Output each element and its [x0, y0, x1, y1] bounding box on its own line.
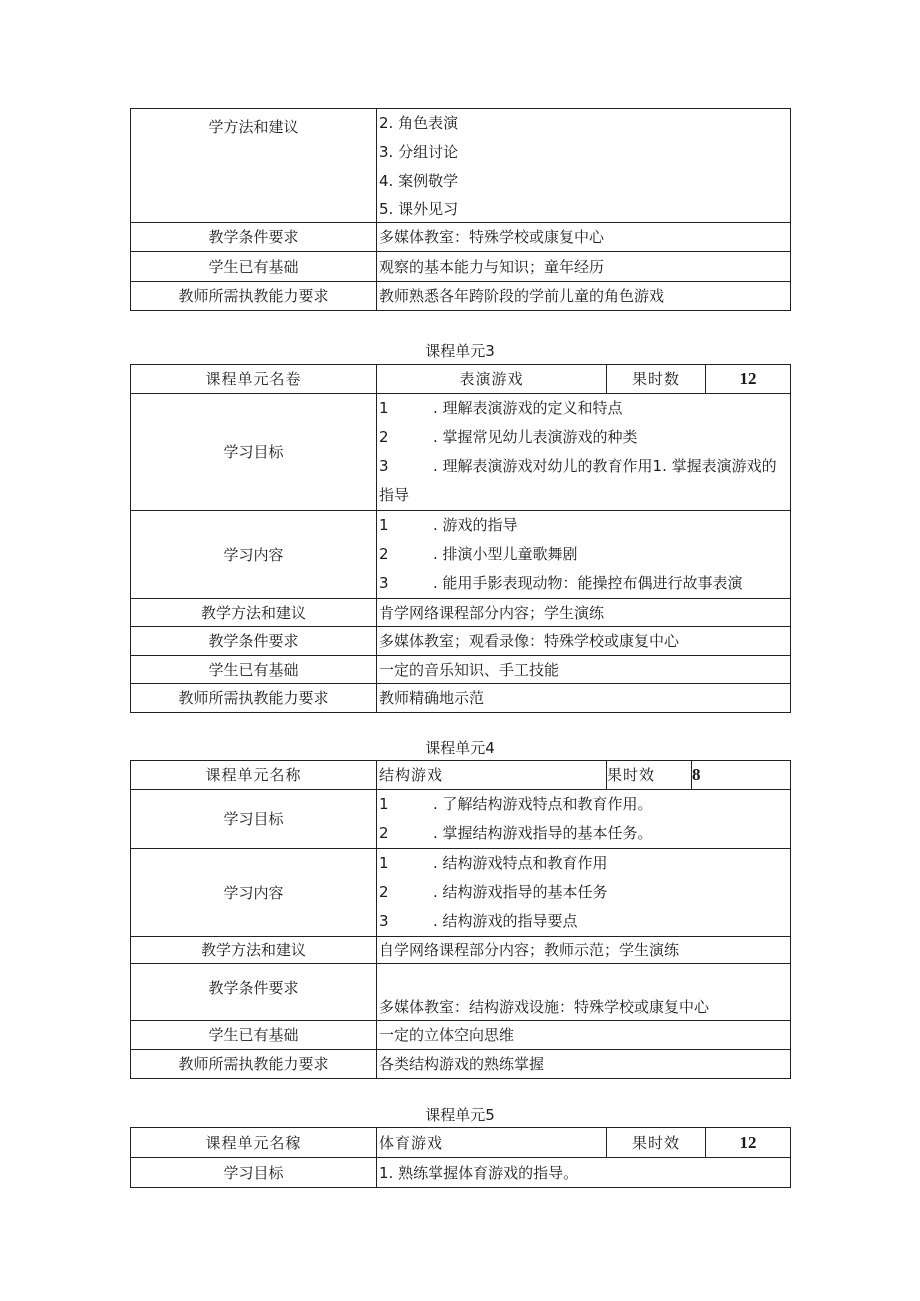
- unit5-table: [130, 1127, 791, 1188]
- list-item: 1 . 游戏的指导: [379, 516, 518, 534]
- list-item: 4. 案例敬学: [379, 172, 459, 190]
- list-item: 1 . 了解结构游戏特点和教育作用。: [379, 795, 653, 813]
- unit-name: 结构游戏: [377, 761, 607, 790]
- table-row: [131, 656, 791, 684]
- table-row: [131, 1128, 791, 1158]
- table-row: [131, 599, 791, 627]
- row-label: 教学条件要求: [131, 223, 377, 252]
- table-row: [131, 282, 791, 311]
- list-item: 3 . 能用手影表现动物：能操控布偶进行故事表演: [379, 574, 743, 592]
- unit3-table: [130, 364, 791, 713]
- table-row: [131, 223, 791, 252]
- hours-label: 果时数: [607, 365, 706, 394]
- table-row: [131, 394, 791, 511]
- row-label: 学生已有基础: [131, 656, 377, 684]
- row-label: 教学条件要求: [131, 964, 377, 1021]
- list-item: 2 . 结构游戏指导的基本任务: [379, 883, 608, 901]
- list-item: 1 . 结构游戏特点和教育作用: [379, 854, 608, 872]
- row-value: 教师精确地示范: [377, 684, 791, 713]
- table-row: [131, 761, 791, 790]
- row-value: 多媒体教室；观看录像：特殊学校或康复中心: [377, 627, 791, 656]
- hours-value: 12: [706, 1128, 791, 1158]
- row-value: 各类结构游戏的熟练掌握: [377, 1050, 791, 1079]
- goals-list: [377, 394, 791, 511]
- row-label: 学习内容: [131, 849, 377, 937]
- list-item: 3 . 结构游戏的指导要点: [379, 912, 578, 930]
- table-row: [131, 1050, 791, 1079]
- unit-name: 体育游戏: [377, 1128, 607, 1158]
- row-value: 多媒体教室：特殊学校或康复中心: [377, 223, 791, 252]
- list-item: 3. 分组讨论: [379, 143, 459, 161]
- row-value: 自学网络课程部分内容；教师示范；学生演练: [377, 937, 791, 964]
- row-value: 一定的音乐知识、手工技能: [377, 656, 791, 684]
- unit-caption: 课程单元5: [425, 1106, 495, 1124]
- unit-name-label: 课程单元名稼: [131, 1128, 377, 1158]
- row-label: 学方法和建议: [131, 109, 377, 223]
- list-item: 2 . 掌握结构游戏指导的基本任务。: [379, 824, 653, 842]
- row-label: 学生已有基础: [131, 1021, 377, 1050]
- hours-label: 果时效: [607, 761, 692, 790]
- row-value: 肯学网络课程部分内容；学生演练: [377, 599, 791, 627]
- unit-name-label: 课程单元名卷: [131, 365, 377, 394]
- row-label: 学习目标: [131, 394, 377, 511]
- list-item: 2. 角色表演: [379, 114, 459, 132]
- unit-name: 表演游戏: [377, 365, 607, 394]
- row-label: 教学方法和建议: [131, 937, 377, 964]
- list-item: 5. 课外见习: [379, 200, 459, 218]
- list-item: 3 . 理解表演游戏对幼儿的教育作用1. 掌握表演游戏的指导: [379, 457, 777, 504]
- goals-list: [377, 790, 791, 849]
- row-label: 学习目标: [131, 790, 377, 849]
- row-label: 教师所需执教能力要求: [131, 282, 377, 311]
- row-label: 学习内容: [131, 511, 377, 599]
- unit2-tail-table: [130, 108, 791, 311]
- table-row: [131, 790, 791, 849]
- unit-name-label: 课程单元名称: [131, 761, 377, 790]
- row-label: 教学方法和建议: [131, 599, 377, 627]
- table-row: [131, 937, 791, 964]
- content-list: [377, 511, 791, 599]
- row-value: 多媒体教室：结构游戏设施：特殊学校或康复中心: [377, 964, 791, 1021]
- list-item: 1 . 理解表演游戏的定义和特点: [379, 399, 623, 417]
- table-row: [131, 365, 791, 394]
- unit-caption: 课程单元4: [425, 739, 495, 757]
- table-row: [131, 252, 791, 282]
- unit-caption: 课程单元3: [425, 342, 495, 360]
- table-row: [131, 684, 791, 713]
- table-row: [131, 109, 791, 223]
- table-row: [131, 1021, 791, 1050]
- unit4-table: [130, 760, 791, 1079]
- row-value: 一定的立体空向思维: [377, 1021, 791, 1050]
- list-item: 2 . 掌握常见幼儿表演游戏的种类: [379, 428, 638, 446]
- list-item: 2 . 排演小型儿童歌舞剧: [379, 545, 578, 563]
- row-label: 教师所需执教能力要求: [131, 1050, 377, 1079]
- table-row: [131, 511, 791, 599]
- row-label: 学习目标: [131, 1158, 377, 1188]
- row-value: 1. 熟练掌握体育游戏的指导。: [377, 1158, 791, 1188]
- hours-value: 12: [706, 365, 791, 394]
- table-row: [131, 1158, 791, 1188]
- row-label: 学生已有基础: [131, 252, 377, 282]
- table-row: [131, 627, 791, 656]
- hours-label: 果时效: [607, 1128, 706, 1158]
- table-row: [131, 964, 791, 1021]
- table-row: [131, 849, 791, 937]
- row-label: 教学条件要求: [131, 627, 377, 656]
- row-value: 观察的基本能力与知识；童年经历: [377, 252, 791, 282]
- content-list: [377, 849, 791, 937]
- methods-list: [377, 109, 791, 223]
- row-label: 教师所需执教能力要求: [131, 684, 377, 713]
- hours-value: 8: [692, 761, 791, 790]
- row-value: 教师熟悉各年跨阶段的学前儿童的角色游戏: [377, 282, 791, 311]
